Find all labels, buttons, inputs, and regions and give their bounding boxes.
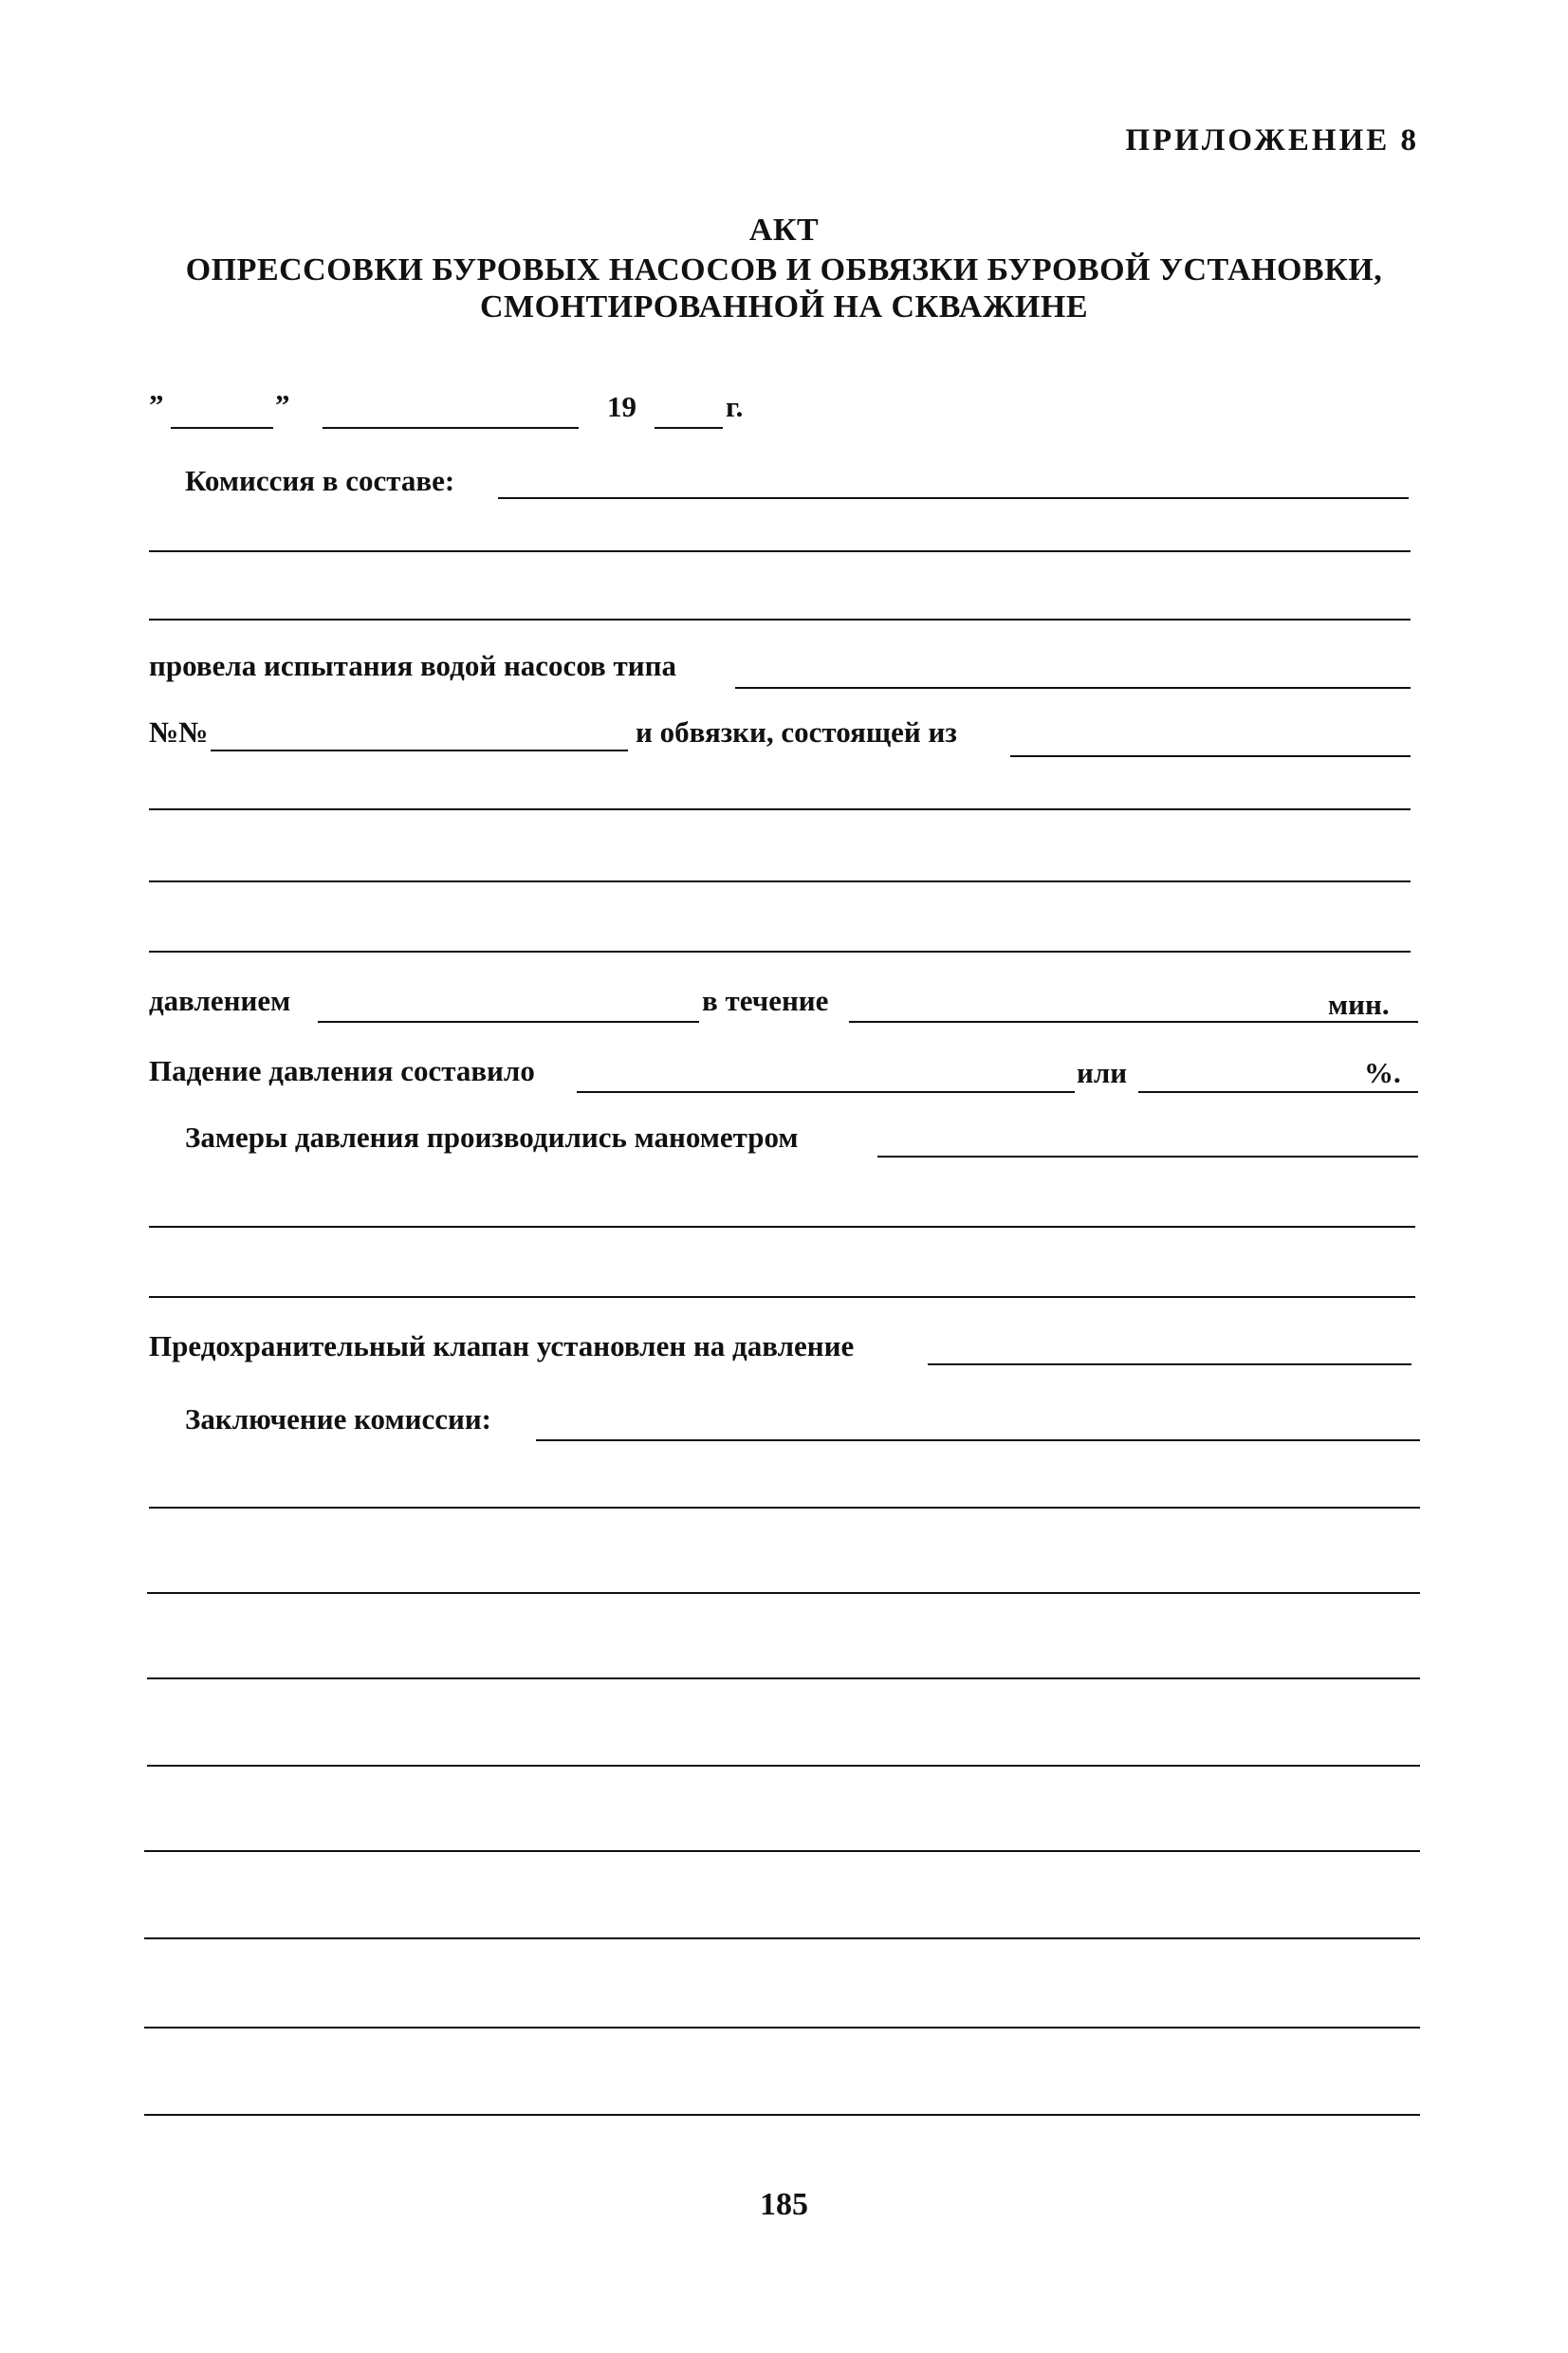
date-quote-open: ” xyxy=(149,388,164,421)
conclusion-field[interactable] xyxy=(536,1439,1420,1441)
page-number: 185 xyxy=(760,2187,808,2222)
safety-valve-label: Предохранительный клапан установлен на давление xyxy=(149,1329,855,1362)
minutes-unit: мин. xyxy=(1328,988,1390,1021)
conclusion-field-line6[interactable] xyxy=(144,1850,1420,1852)
pump-type-label: провела испытания водой насосов типа xyxy=(149,649,676,682)
piping-field[interactable] xyxy=(1010,755,1411,757)
duration-label: в течение xyxy=(702,984,829,1017)
pressure-label: давлением xyxy=(149,984,291,1017)
gauge-field-line2[interactable] xyxy=(149,1226,1415,1228)
pressure-drop-field[interactable] xyxy=(577,1091,1075,1093)
doc-subtitle-line1: ОПРЕССОВКИ БУРОВЫХ НАСОСОВ И ОБВЯЗКИ БУРОВОЙ УСТАНОВКИ, xyxy=(185,252,1383,287)
conclusion-field-line8[interactable] xyxy=(144,2027,1420,2029)
piping-field-line4[interactable] xyxy=(149,951,1411,953)
gauge-field[interactable] xyxy=(877,1156,1418,1158)
appendix-label: ПРИЛОЖЕНИЕ 8 xyxy=(1125,123,1419,157)
date-year-field[interactable] xyxy=(655,427,723,429)
date-day-field[interactable] xyxy=(171,427,273,429)
date-year-suffix: г. xyxy=(726,390,744,423)
pressure-drop-percent-field[interactable] xyxy=(1138,1091,1418,1093)
gauge-field-line3[interactable] xyxy=(149,1296,1415,1298)
date-year-prefix: 19 xyxy=(607,390,636,423)
pump-numbers-field[interactable] xyxy=(211,750,628,751)
gauge-label: Замеры давления производились манометром xyxy=(185,1121,799,1154)
piping-label: и обвязки, состоящей из xyxy=(636,715,957,749)
safety-valve-field[interactable] xyxy=(928,1363,1411,1365)
or-label: или xyxy=(1077,1056,1128,1089)
conclusion-field-line4[interactable] xyxy=(147,1677,1420,1679)
date-month-field[interactable] xyxy=(323,427,579,429)
conclusion-field-line5[interactable] xyxy=(147,1765,1420,1767)
commission-field-line2[interactable] xyxy=(149,550,1411,552)
commission-field[interactable] xyxy=(498,497,1409,499)
conclusion-field-line9[interactable] xyxy=(144,2114,1420,2116)
pump-type-field[interactable] xyxy=(735,687,1411,689)
percent-unit: %. xyxy=(1364,1056,1401,1089)
doc-subtitle-line2: СМОНТИРОВАННОЙ НА СКВАЖИНЕ xyxy=(479,289,1089,324)
pressure-drop-label: Падение давления составило xyxy=(149,1054,535,1087)
conclusion-field-line7[interactable] xyxy=(144,1937,1420,1939)
piping-field-line2[interactable] xyxy=(149,808,1411,810)
date-quote-close: ” xyxy=(275,388,290,421)
piping-field-line3[interactable] xyxy=(149,880,1411,882)
conclusion-field-line2[interactable] xyxy=(149,1507,1420,1509)
conclusion-field-line3[interactable] xyxy=(147,1592,1420,1594)
commission-field-line3[interactable] xyxy=(149,619,1411,621)
commission-label: Комиссия в составе: xyxy=(185,464,455,497)
conclusion-label: Заключение комиссии: xyxy=(185,1402,492,1436)
pump-numbers-label: №№ xyxy=(149,715,209,749)
pressure-field[interactable] xyxy=(318,1021,699,1023)
doc-title: АКТ xyxy=(748,213,820,248)
